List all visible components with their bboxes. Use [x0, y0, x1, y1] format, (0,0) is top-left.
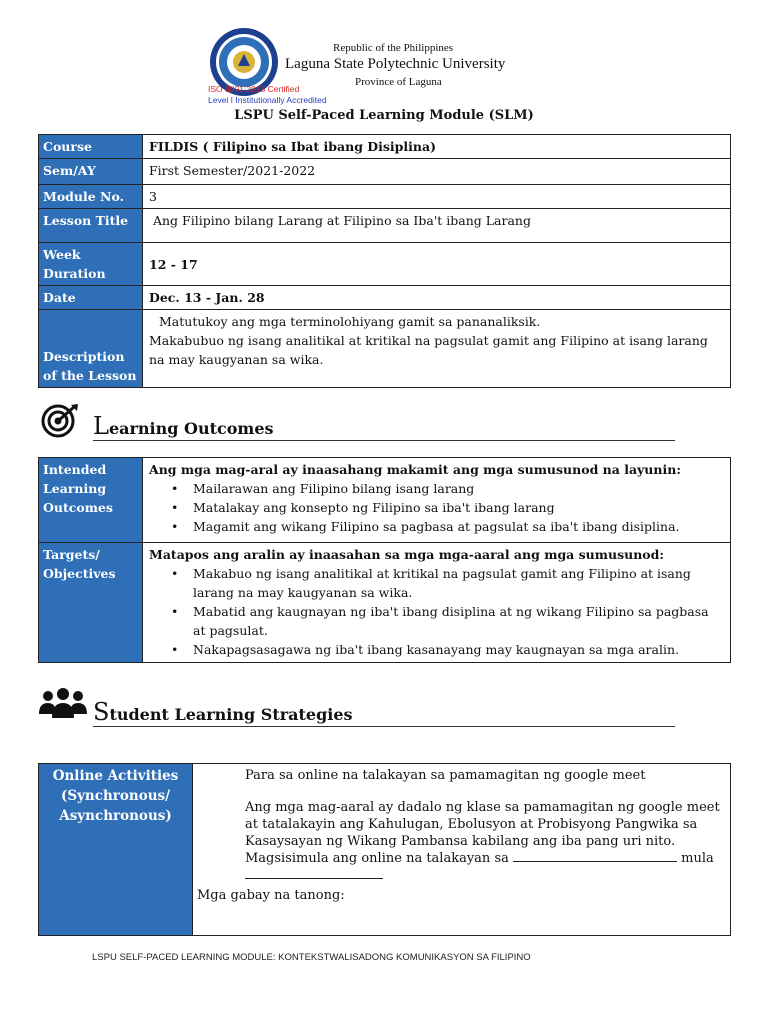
republic-text: Republic of the Philippines [333, 42, 454, 54]
sem-value: First Semester/2021-2022 [143, 159, 731, 185]
intended-content [143, 458, 731, 543]
lesson-label: Lesson Title [39, 209, 143, 243]
course-label: Course [39, 135, 143, 159]
strategy-paragraph-1: Para sa online na talakayan sa pamamagitan ng google meet [245, 768, 646, 783]
list-item: • Nakapagsasagawa ng iba't ibang kasanayang may kaugnayan sa mga aralin. [149, 640, 724, 659]
blank-line [245, 869, 383, 879]
description-row [39, 310, 731, 388]
targets-label: Targets/ Objectives [39, 543, 143, 663]
guide-questions: Mga gabay na tanong: [197, 888, 345, 903]
blank-line-row [197, 867, 726, 884]
list-item: • Magamit ang wikang Filipino sa pagbasa at pagsulat sa iba't ibang disiplina. [149, 517, 724, 536]
online-activities-label: Online Activities (Synchronous/ Asynchronous) [39, 764, 193, 936]
lesson-value: Ang Filipino bilang Larang at Filipino sa Iba't ibang Larang [143, 209, 731, 243]
heading-rule [93, 440, 675, 441]
list-item: • Matalakay ang konsepto ng Filipino sa iba't ibang larang [149, 498, 724, 517]
sem-row [39, 159, 731, 185]
strategies-title: Student Learning Strategies [93, 698, 353, 726]
description-label: Description of the Lesson [39, 310, 143, 388]
certification-text [208, 84, 327, 106]
targets-list [149, 564, 724, 659]
lesson-row [39, 209, 731, 243]
description-value [143, 310, 731, 388]
intended-row [39, 458, 731, 543]
course-row [39, 135, 731, 159]
target-icon [38, 402, 82, 438]
blank-line [513, 861, 677, 862]
targets-content [143, 543, 731, 663]
module-row [39, 185, 731, 209]
module-value: 3 [143, 185, 731, 209]
province-text: Province of Laguna [355, 76, 442, 88]
strategy-paragraph-2: Ang mga mag-aaral ay dadalo ng klase sa pamamagitan ng google meet at tatalakayin ang Kahulugan, Ebolusyon at Probisyong Pangwika sa Kasaysayan ng Wikang Pambansa kabilang ang iba pang uri nito. [245, 800, 720, 849]
iso-certified: ISO 9001:2015 Certified [208, 84, 300, 94]
date-value: Dec. 13 - Jan. 28 [143, 286, 731, 310]
week-label: Week Duration [39, 243, 143, 286]
list-item: • Mabatid ang kaugnayan ng iba't ibang disiplina at ng wikang Filipino sa pagbasa at pagsulat. [149, 602, 724, 640]
strategy-paragraph-3: Magsisimula ang online na talakayan sa mula [245, 851, 714, 866]
online-activities-row [39, 764, 731, 936]
learning-outcomes-heading [38, 402, 678, 450]
strategies-heading [38, 688, 678, 736]
document-header [0, 22, 768, 122]
week-row [39, 243, 731, 286]
intended-list [149, 479, 724, 536]
targets-intro: Matapos ang aralin ay inaasahan sa mga mga-aaral ang mga sumusunod: [149, 547, 664, 562]
module-title: LSPU Self-Paced Learning Module (SLM) [234, 108, 534, 123]
course-value: FILDIS ( Filipino sa Ibat ibang Disiplina) [143, 135, 731, 159]
heading-rule [93, 726, 675, 727]
targets-row [39, 543, 731, 663]
footer-text: LSPU SELF-PACED LEARNING MODULE: KONTEKSTWALISADONG KOMUNIKASYON SA FILIPINO [92, 952, 531, 963]
date-label: Date [39, 286, 143, 310]
date-row [39, 286, 731, 310]
week-value: 12 - 17 [143, 243, 731, 286]
module-label: Module No. [39, 185, 143, 209]
online-activities-content [193, 764, 731, 936]
course-info-table [38, 134, 731, 388]
description-line-1: Matutukoy ang mga terminolohiyang gamit sa pananaliksik. [159, 314, 541, 329]
learning-outcomes-title: Learning Outcomes [93, 412, 274, 440]
accreditation: Level I Institutionally Accredited [208, 95, 327, 105]
intended-intro: Ang mga mag-aral ay inaasahang makamit ang mga sumusunod na layunin: [149, 462, 681, 477]
description-line-2: Makabubuo ng isang analitikal at kritikal na pagsulat gamit ang Filipino at isang larang na may kaugyanan sa wika. [149, 333, 708, 367]
university-name: Laguna State Polytechnic University [285, 56, 506, 72]
intended-label: Intended Learning Outcomes [39, 458, 143, 543]
list-item: • Makabuo ng isang analitikal at kritikal na pagsulat gamit ang Filipino at isang larang na may kaugyanan sa wika. [149, 564, 724, 602]
list-item: • Mailarawan ang Filipino bilang isang larang [149, 479, 724, 498]
learning-outcomes-table [38, 457, 731, 663]
sem-label: Sem/AY [39, 159, 143, 185]
group-icon [38, 688, 88, 722]
strategies-table [38, 763, 731, 936]
